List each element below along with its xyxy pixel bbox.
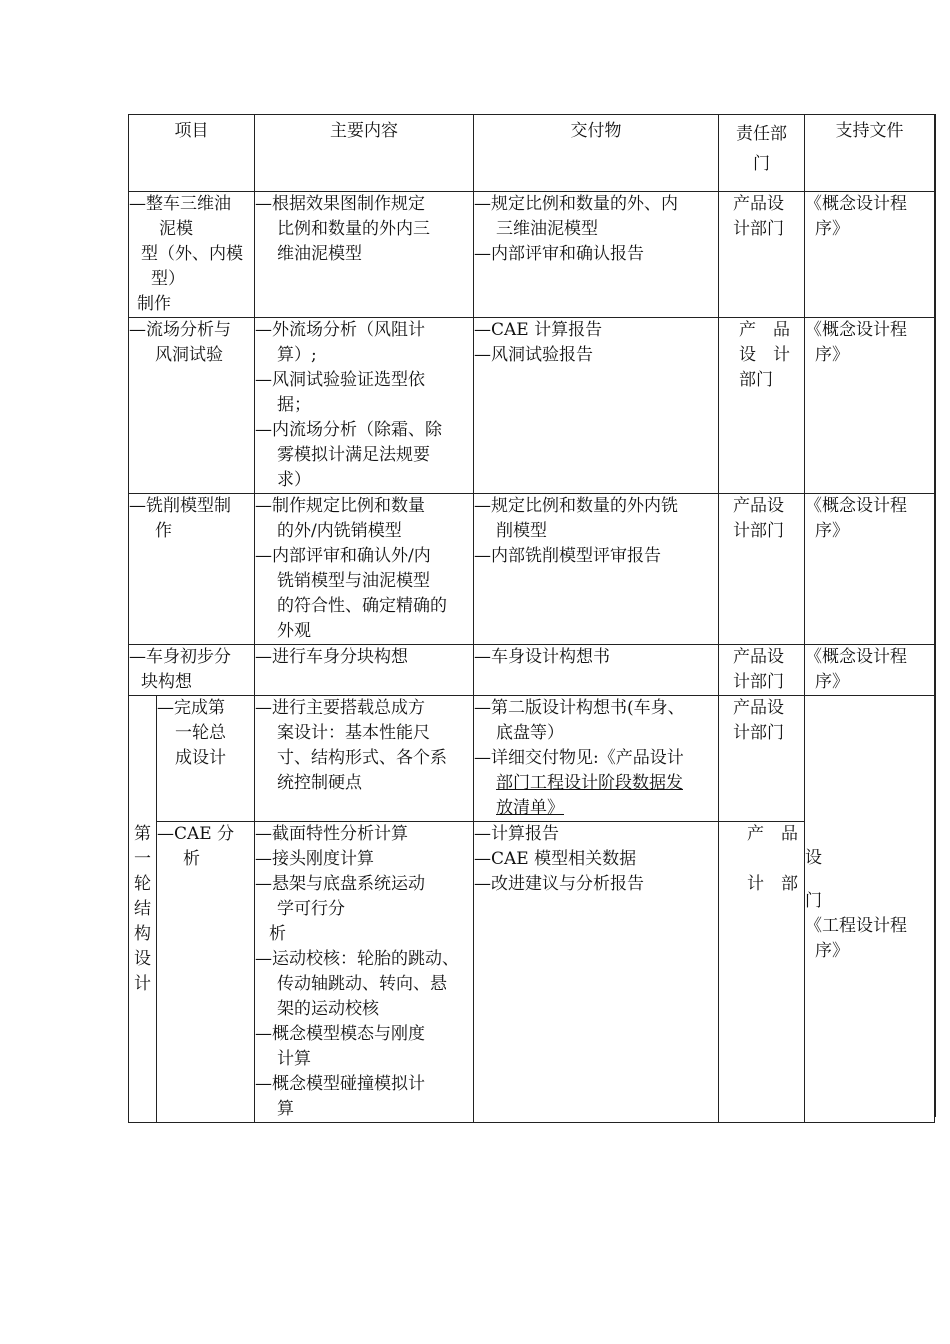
row4-support: 《概念设计程 序》 [805,645,935,696]
table-row [129,192,935,318]
row3-dept: 产品设 计部门 [719,494,805,645]
table-row [129,645,935,696]
row1-content: —根据效果图制作规定 比例和数量的外内三 维油泥模型 [255,192,474,318]
group-sub1-dept: 产品设 计部门 [719,696,805,822]
row3-item: —铣削模型制 作 [129,494,255,645]
group-sub1-deliverable: —第二版设计构想书(车身、 底盘等） —详细交付物见:《产品设计 部门工程设计阶段数据发 放清单》 [474,696,719,822]
header-dept-line2: 门 [753,154,770,174]
row2-dept: 产 品 设 计 部门 [719,318,805,494]
row2-item: —流场分析与 风洞试验 [129,318,255,494]
row1-deliverable: —规定比例和数量的外、内 三维油泥模型 —内部评审和确认报告 [474,192,719,318]
process-table [128,114,935,1123]
row4-item: —车身初步分 块构想 [129,645,255,696]
table-row [129,696,935,822]
header-dept-line1: 责任部 [736,124,787,144]
row2-content: —外流场分析（风阻计 算）; —风洞试验验证选型依 据； —内流场分析（除霜、除 雾模拟计满足法规要 求） [255,318,474,494]
row1-support: 《概念设计程 序》 [805,192,935,318]
group-sub2-dept: 产 品 计 部 [719,822,805,1123]
row1-dept: 产品设 计部门 [719,192,805,318]
header-dept [719,115,805,192]
row3-deliverable: —规定比例和数量的外内铣 削模型 —内部铣削模型评审报告 [474,494,719,645]
row3-content: —制作规定比例和数量 的外/内铣销模型 —内部评审和确认外/内 铣销模型与油泥模型 的符合性、确定精确的 外观 [255,494,474,645]
header-content: 主要内容 [255,115,474,192]
group-sub1-content: —进行主要搭载总成方 案设计：基本性能尺 寸、结构形式、各个系 统控制硬点 [255,696,474,822]
header-item: 项目 [129,115,255,192]
row4-dept: 产品设 计部门 [719,645,805,696]
group-sub2-deliverable: —计算报告 —CAE 模型相关数据 —改进建议与分析报告 [474,822,719,1123]
group-sub2-item: —CAE 分 析 [157,822,255,1123]
row4-content: —进行车身分块构想 [255,645,474,696]
group-support: 设 门 《工程设计程 序》 [805,696,935,1123]
table-row [129,494,935,645]
row2-support: 《概念设计程 序》 [805,318,935,494]
group-label: 第 一 轮 结 构 设 计 [129,696,157,1123]
header-deliverable: 交付物 [474,115,719,192]
table-right-border [934,114,936,1117]
header-support: 支持文件 [805,115,935,192]
table-row [129,318,935,494]
row4-deliverable: —车身设计构想书 [474,645,719,696]
group-sub1-item: —完成第 一轮总 成设计 [157,696,255,822]
group-sub2-content: —截面特性分析计算 —接头刚度计算 —悬架与底盘系统运动 学可行分 析 —运动校核：轮胎的跳动、 传动轴跳动、转向、悬 架的运动校核 —概念模型模态与刚度 计算 —概念模型碰撞模拟计 算 [255,822,474,1123]
header-row [129,115,935,192]
row3-support: 《概念设计程 序》 [805,494,935,645]
row1-item: —整车三维油 泥模 型（外、内模 型） 制作 [129,192,255,318]
row2-deliverable: —CAE 计算报告 —风洞试验报告 [474,318,719,494]
